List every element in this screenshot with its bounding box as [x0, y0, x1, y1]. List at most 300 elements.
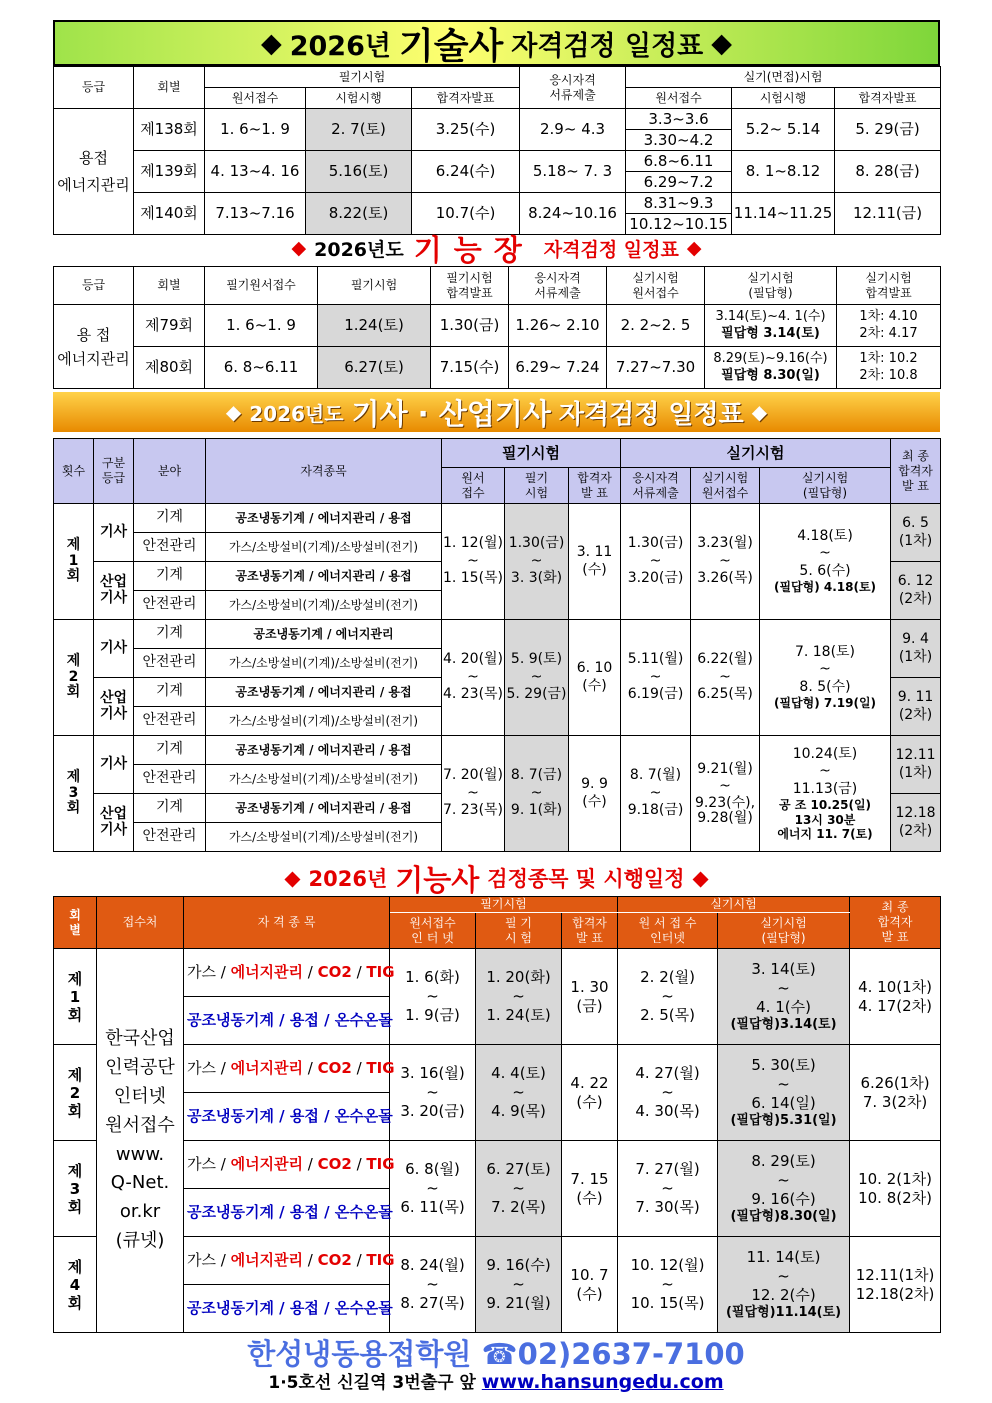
- header-written-apply: 필기원서접수: [205, 267, 318, 305]
- practical-apply-start: 9.21(월): [697, 760, 753, 777]
- header-final: 최 종 합격자 발 표: [850, 897, 941, 949]
- academy-location: [0, 1368, 992, 1393]
- item-text: /: [303, 1155, 318, 1174]
- items-group-a: [184, 1237, 395, 1285]
- final-result-2: 9. 11 (2차): [891, 678, 941, 736]
- docs-submit: 5.18~ 7. 3: [520, 151, 626, 193]
- practical-written-date: (필답형)11.14(토): [725, 1304, 842, 1320]
- practical-apply: 2. 2~2. 5: [607, 305, 705, 347]
- written-apply-end: 1. 9(금): [405, 1005, 460, 1024]
- field-mechanical: 기계: [134, 794, 206, 823]
- docs-end: 3.20(금): [627, 570, 684, 587]
- written-exam-end: 9. 1(화): [510, 802, 563, 819]
- practical-exam-start: 10.24(토): [792, 745, 858, 762]
- tilde: ~: [819, 763, 831, 780]
- items-mechanical: 공조냉동기계 / 에너지관리 / 용접: [206, 678, 442, 707]
- written-exam-start: 1.30(금): [508, 535, 565, 552]
- practical-apply-start: 7. 27(월): [635, 1160, 700, 1179]
- tilde: ~: [467, 552, 479, 569]
- docs-submit: 8.24~10.16: [520, 193, 626, 235]
- banner-title-main: 기능장: [413, 232, 534, 267]
- header-practical-exam: 실기시험 (필답형): [760, 468, 891, 504]
- tilde: ~: [777, 1075, 790, 1093]
- written-exam: 6.27(토): [318, 347, 431, 389]
- practical-apply-2: 10.12~10.15: [626, 214, 732, 235]
- tilde: ~: [512, 1275, 525, 1294]
- header-docs: 응시자격 서류제출: [520, 67, 626, 109]
- written-result: 3.25(수): [412, 109, 520, 151]
- item-text: /: [303, 1059, 318, 1078]
- items-group-b: 공조냉동기계 / 용접 / 온수온돌: [184, 1189, 390, 1237]
- tilde: ~: [426, 1083, 439, 1102]
- grade-cell: 용접 에너지관리: [54, 109, 134, 235]
- header-items: 자격종목: [206, 439, 442, 504]
- practical-written-date: (필답형)8.30(일): [730, 1208, 837, 1224]
- practical-exam-start: 5. 30(토): [751, 1056, 816, 1075]
- docs-start: 1.30(금): [627, 535, 684, 552]
- item-text: /: [351, 963, 367, 982]
- practical-apply-end: 2. 5(목): [640, 1005, 695, 1024]
- items-group-b: 공조냉동기계 / 용접 / 온수온돌: [184, 997, 390, 1045]
- practical-exam-end: 5. 6(수): [799, 562, 851, 579]
- header-round: 회별: [134, 67, 205, 109]
- written-result: 7.15(수): [431, 347, 509, 389]
- academy-contact: [0, 1332, 992, 1373]
- header-round: 회별: [134, 267, 205, 305]
- item-text: CO2: [317, 1155, 352, 1174]
- written-apply-end: 1. 15(목): [442, 570, 504, 587]
- written-apply-start: 6. 8(월): [405, 1160, 460, 1179]
- items-safety: 가스/소방설비(기계)/소방설비(전기): [206, 649, 442, 678]
- item-text: /: [303, 1251, 318, 1270]
- final-result-2: 12.18 (2차): [891, 794, 941, 852]
- item-text: TIG: [366, 963, 395, 982]
- header-grade: 등급: [54, 267, 134, 305]
- items-group-a: [184, 1045, 395, 1093]
- tilde: ~: [719, 552, 731, 569]
- items-safety: 가스/소방설비(기계)/소방설비(전기): [206, 707, 442, 736]
- diamond-icon: ◆: [260, 27, 282, 59]
- academy-name: 한성냉동용접학원: [247, 1337, 472, 1371]
- practical-written-date: (필답형)5.31(일): [730, 1112, 837, 1128]
- round-label: 제 2 회: [54, 620, 94, 736]
- header-exam: 시험시행: [306, 88, 412, 109]
- written-exam: 2. 7(토): [306, 109, 412, 151]
- header-written-apply: 원서 접수: [442, 468, 505, 504]
- banner-craftsman: [53, 860, 940, 896]
- banner-master-craftsman: [53, 232, 940, 267]
- written-apply: 7.13~7.16: [205, 193, 306, 235]
- practical-apply-end: 10. 15(목): [630, 1293, 705, 1312]
- written-result: 6. 10 (수): [569, 620, 621, 736]
- items-mechanical: 공조냉동기계 / 에너지관리: [206, 620, 442, 649]
- item-text: 가스 /: [187, 1251, 231, 1270]
- practical-apply-start: 3.23(월): [697, 535, 753, 552]
- round-cell: 제138회: [134, 109, 205, 151]
- tilde: ~: [819, 661, 831, 678]
- final-result-1: 6. 5 (1차): [891, 504, 941, 562]
- items-group-a: [184, 1141, 395, 1189]
- header-class: 구분 등급: [94, 439, 134, 504]
- practical-exam-end: 6. 14(일): [751, 1093, 816, 1112]
- practical-apply-start: 10. 12(월): [630, 1256, 705, 1275]
- header-items: 자 격 종 목: [184, 897, 390, 949]
- written-exam: 1.24(토): [318, 305, 431, 347]
- written-result: 9. 9 (수): [569, 736, 621, 852]
- tilde: ~: [530, 784, 543, 801]
- written-result: 3. 11 (수): [569, 504, 621, 620]
- header-office: 접수처: [97, 897, 184, 949]
- round-cell: 제79회: [134, 305, 205, 347]
- practical-written-date: 필답형 3.14(토): [721, 325, 820, 341]
- field-mechanical: 기계: [134, 504, 206, 533]
- tilde: ~: [530, 668, 543, 685]
- tilde: ~: [512, 1179, 525, 1198]
- tilde: ~: [661, 1275, 674, 1294]
- written-exam: 8.22(토): [306, 193, 412, 235]
- practical-exam: 8. 1~8.12: [732, 151, 835, 193]
- field-mechanical: 기계: [134, 678, 206, 707]
- grade-cell: 용 접 에너지관리: [54, 305, 134, 389]
- round-cell: 제139회: [134, 151, 205, 193]
- header-practical-apply: 실기시험 원서접수: [607, 267, 705, 305]
- items-safety: 가스/소방설비(기계)/소방설비(전기): [206, 591, 442, 620]
- written-apply-end: 8. 27(목): [400, 1293, 465, 1312]
- written-exam: 5.16(토): [306, 151, 412, 193]
- items-group-b: 공조냉동기계 / 용접 / 온수온돌: [184, 1093, 390, 1141]
- tilde: ~: [426, 987, 439, 1006]
- written-exam-start: 8. 7(금): [510, 767, 563, 784]
- office-cell: 한국산업 인력공단 인터넷 원서접수 www. Q-Net. or.kr (큐넷): [97, 949, 184, 1333]
- class-engineer: 기사: [94, 620, 134, 678]
- written-apply-end: 6. 11(목): [400, 1197, 465, 1216]
- written-apply: 4. 13~4. 16: [205, 151, 306, 193]
- items-group-a: [184, 949, 395, 997]
- field-safety: 안전관리: [134, 533, 206, 562]
- written-apply-start: 7. 20(월): [442, 767, 504, 784]
- items-safety: 가스/소방설비(기계)/소방설비(전기): [206, 823, 442, 852]
- tilde: ~: [719, 778, 731, 795]
- written-result: 10. 7 (수): [562, 1237, 618, 1333]
- class-industrial-engineer: 산업 기사: [94, 678, 134, 736]
- written-exam-start: 1. 20(화): [486, 968, 551, 987]
- header-practical: 실기시험: [618, 897, 850, 913]
- docs-submit: 1.26~ 2.10: [509, 305, 607, 347]
- items-mechanical: 공조냉동기계 / 에너지관리 / 용접: [206, 504, 442, 533]
- round-label: 제 3 회: [54, 736, 94, 852]
- written-result: 1. 30 (금): [562, 949, 618, 1045]
- header-field: 분야: [134, 439, 206, 504]
- class-engineer: 기사: [94, 736, 134, 794]
- header-result: 합격자발표: [835, 88, 941, 109]
- item-text: /: [351, 1155, 367, 1174]
- practical-exam-end: 8. 5(수): [799, 678, 851, 695]
- final-result-2: 7. 3(2차): [862, 1092, 928, 1111]
- diamond-icon: ◆: [711, 27, 733, 59]
- banner-engineer: [53, 392, 940, 432]
- header-practical-apply: 실기시험 원서접수: [691, 468, 760, 504]
- practical-result-2: 2차: 4.17: [859, 325, 918, 341]
- written-apply-end: 4. 23(목): [442, 686, 504, 703]
- header-written: 필기시험: [205, 67, 520, 88]
- docs-end: 6.19(금): [627, 686, 684, 703]
- location-text: 1·5호선 신길역 3번출구 앞: [268, 1373, 476, 1393]
- field-mechanical: 기계: [134, 620, 206, 649]
- item-text: 에너지관리: [230, 1251, 304, 1270]
- practical-exam-start: 7. 18(토): [794, 643, 856, 660]
- written-result: 10.7(수): [412, 193, 520, 235]
- header-apply: 원서접수: [205, 88, 306, 109]
- written-exam-end: 4. 9(목): [491, 1101, 546, 1120]
- item-text: 에너지관리: [230, 963, 304, 982]
- written-exam-end: 7. 2(목): [491, 1197, 546, 1216]
- phone-number[interactable]: 02)2637-7100: [517, 1337, 745, 1371]
- website-link[interactable]: www.hansungedu.com: [481, 1371, 724, 1393]
- item-text: TIG: [366, 1155, 395, 1174]
- practical-apply: 7.27~7.30: [607, 347, 705, 389]
- practical-exam: 8.29(토)~9.16(수): [713, 351, 828, 367]
- practical-exam: 3.14(토)~4. 1(수): [715, 309, 826, 325]
- item-text: 가스 /: [187, 1059, 231, 1078]
- written-exam-end: 5. 29(금): [506, 686, 567, 703]
- written-apply-start: 8. 24(월): [400, 1256, 465, 1275]
- practical-apply-1: 3.3~3.6: [626, 109, 732, 130]
- tilde: ~: [661, 1179, 674, 1198]
- practical-exam-end: 4. 1(수): [756, 997, 811, 1016]
- field-safety: 안전관리: [134, 707, 206, 736]
- practical-apply-end: 6.25(목): [697, 686, 753, 703]
- banner-title-sub: 검정종목 및 시행일정: [487, 867, 685, 891]
- final-result-2: 4. 17(2차): [858, 996, 932, 1015]
- written-exam-start: 6. 27(토): [486, 1160, 551, 1179]
- header-written: 필기시험: [442, 439, 621, 468]
- practical-apply-end: 9.23(수), 9.28(월): [694, 794, 756, 826]
- final-result-1: 6.26(1차): [860, 1073, 930, 1092]
- tilde: ~: [530, 552, 543, 569]
- diamond-icon: ◆: [284, 866, 301, 890]
- header-apply: 원서접수: [626, 88, 732, 109]
- diamond-icon: ◆: [291, 237, 307, 259]
- engineer-table: [53, 438, 941, 852]
- final-result-1: 4. 10(1차): [858, 977, 932, 996]
- practical-written-date: (필답형) 4.18(토): [773, 580, 877, 595]
- item-text: 에너지관리: [230, 1059, 304, 1078]
- practical-exam-end: 12. 2(수): [751, 1285, 816, 1304]
- round-label: 제 2 회: [54, 1045, 97, 1141]
- written-apply: 6. 8~6.11: [205, 347, 318, 389]
- practical-result-1: 1차: 10.2: [859, 351, 918, 367]
- banner-year: 2026년도: [249, 401, 344, 426]
- practical-apply-end: 3.26(목): [697, 570, 753, 587]
- field-safety: 안전관리: [134, 649, 206, 678]
- round-label: 제 3 회: [54, 1141, 97, 1237]
- written-exam-start: 5. 9(토): [510, 651, 563, 668]
- banner-year: 2026년: [308, 867, 388, 891]
- tilde: ~: [467, 784, 479, 801]
- header-written-result: 합격자 발 표: [562, 913, 618, 949]
- tilde: ~: [512, 1083, 525, 1102]
- written-apply-end: 3. 20(금): [400, 1101, 465, 1120]
- professional-engineer-table: [53, 66, 941, 235]
- tilde: ~: [649, 552, 662, 569]
- tilde: ~: [649, 784, 662, 801]
- master-craftsman-table: [53, 266, 941, 389]
- header-written-exam: 필 기 시 험: [476, 913, 562, 949]
- tilde: ~: [467, 668, 479, 685]
- docs-submit: 2.9~ 4.3: [520, 109, 626, 151]
- tilde: ~: [649, 668, 662, 685]
- items-safety: 가스/소방설비(기계)/소방설비(전기): [206, 533, 442, 562]
- diamond-icon: ◆: [225, 400, 242, 424]
- practical-apply-2: 6.29~7.2: [626, 172, 732, 193]
- round-label: 제 1 회: [54, 504, 94, 620]
- practical-exam-start: 8. 29(토): [751, 1152, 816, 1171]
- item-text: CO2: [317, 1251, 352, 1270]
- header-result: 합격자발표: [412, 88, 520, 109]
- practical-written-date: 공 조 10.25(일) 13시 30분 에너지 11. 7(토): [777, 798, 873, 841]
- round-label: 제 4 회: [54, 1237, 97, 1333]
- header-grade: 등급: [54, 67, 134, 109]
- diamond-icon: ◆: [751, 400, 768, 424]
- written-exam-start: 9. 16(수): [486, 1256, 551, 1275]
- tilde: ~: [661, 1083, 674, 1102]
- header-round: 횟수: [54, 439, 94, 504]
- tilde: ~: [819, 545, 831, 562]
- written-exam-end: 9. 21(월): [486, 1293, 551, 1312]
- class-industrial-engineer: 산업 기사: [94, 794, 134, 852]
- practical-exam-end: 11.13(금): [792, 780, 858, 797]
- banner-year: 2026년: [289, 30, 391, 62]
- header-final: 최 종 합격자 발 표: [891, 439, 941, 504]
- practical-result: 12.11(금): [835, 193, 941, 235]
- tilde: ~: [426, 1179, 439, 1198]
- final-result-1: 12.11(1차): [855, 1265, 935, 1284]
- practical-result: 5. 29(금): [835, 109, 941, 151]
- items-group-b: 공조냉동기계 / 용접 / 온수온돌: [184, 1285, 390, 1333]
- field-mechanical: 기계: [134, 562, 206, 591]
- written-apply-start: 3. 16(월): [400, 1064, 465, 1083]
- header-written-apply: 원서접수 인 터 넷: [390, 913, 476, 949]
- written-result: 6.24(수): [412, 151, 520, 193]
- header-written-exam: 필기시험: [318, 267, 431, 305]
- class-industrial-engineer: 산업 기사: [94, 562, 134, 620]
- written-apply-start: 4. 20(월): [442, 651, 504, 668]
- docs-start: 8. 7(월): [629, 767, 682, 784]
- header-practical: 실기시험: [621, 439, 891, 468]
- item-text: 가스 /: [187, 1155, 231, 1174]
- practical-result: 8. 28(금): [835, 151, 941, 193]
- tilde: ~: [512, 987, 525, 1006]
- banner-title-sub: 자격검정 일정표: [511, 30, 704, 62]
- docs-end: 9.18(금): [627, 802, 684, 819]
- practical-apply-1: 6.8~6.11: [626, 151, 732, 172]
- docs-start: 5.11(월): [627, 651, 684, 668]
- practical-exam: 11.14~11.25: [732, 193, 835, 235]
- header-practical-apply: 원 서 접 수 인터넷: [618, 913, 718, 949]
- final-result-2: 12.18(2차): [855, 1284, 935, 1303]
- round-label: 제 1 회: [54, 949, 97, 1045]
- items-mechanical: 공조냉동기계 / 에너지관리 / 용접: [206, 794, 442, 823]
- field-safety: 안전관리: [134, 591, 206, 620]
- practical-apply-2: 3.30~4.2: [626, 130, 732, 151]
- tilde: ~: [661, 987, 674, 1006]
- final-result-1: 12.11 (1차): [891, 736, 941, 794]
- written-apply-start: 1. 6(화): [405, 968, 460, 987]
- practical-apply-start: 2. 2(월): [640, 968, 695, 987]
- written-apply-end: 7. 23(목): [442, 802, 504, 819]
- practical-result-1: 1차: 4.10: [859, 309, 918, 325]
- item-text: 에너지관리: [230, 1155, 304, 1174]
- item-text: /: [303, 963, 318, 982]
- item-text: CO2: [317, 963, 352, 982]
- tilde: ~: [777, 1171, 790, 1189]
- item-text: TIG: [366, 1251, 395, 1270]
- final-result-2: 10. 8(2차): [858, 1188, 932, 1207]
- written-exam-start: 4. 4(토): [491, 1064, 546, 1083]
- items-mechanical: 공조냉동기계 / 에너지관리 / 용접: [206, 562, 442, 591]
- field-safety: 안전관리: [134, 823, 206, 852]
- banner-year: 2026년도: [314, 238, 404, 261]
- tilde: ~: [426, 1275, 439, 1294]
- field-mechanical: 기계: [134, 736, 206, 765]
- item-text: TIG: [366, 1059, 395, 1078]
- practical-written-date: (필답형)3.14(토): [730, 1016, 837, 1032]
- practical-exam-start: 3. 14(토): [751, 960, 816, 979]
- phone-icon: ☎: [481, 1337, 518, 1371]
- header-exam: 시험시행: [732, 88, 835, 109]
- diamond-icon: ◆: [686, 237, 702, 259]
- banner-title-main: 기능사: [395, 862, 480, 897]
- diamond-icon: ◆: [692, 866, 709, 890]
- banner-title-main: 기술사: [398, 25, 504, 67]
- round-cell: 제140회: [134, 193, 205, 235]
- practical-written-date: 필답형 8.30(일): [721, 367, 820, 383]
- header-practical-exam: 실기시험 (필답형): [718, 913, 850, 949]
- header-docs: 응시자격 서류제출: [509, 267, 607, 305]
- header-written-result: 필기시험 합격발표: [431, 267, 509, 305]
- items-safety: 가스/소방설비(기계)/소방설비(전기): [206, 765, 442, 794]
- practical-exam-end: 9. 16(수): [751, 1189, 816, 1208]
- practical-apply-1: 8.31~9.3: [626, 193, 732, 214]
- header-practical: 실기(면접)시험: [626, 67, 941, 88]
- craftsman-table: [53, 896, 941, 1333]
- items-mechanical: 공조냉동기계 / 에너지관리 / 용접: [206, 736, 442, 765]
- class-engineer: 기사: [94, 504, 134, 562]
- header-written-result: 합격자 발 표: [569, 468, 621, 504]
- practical-exam-start: 4.18(토): [797, 527, 853, 544]
- item-text: /: [351, 1251, 367, 1270]
- item-text: 가스 /: [187, 963, 231, 982]
- header-written: 필기시험: [390, 897, 618, 913]
- practical-apply-start: 4. 27(월): [635, 1064, 700, 1083]
- written-exam-end: 1. 24(토): [486, 1005, 551, 1024]
- practical-exam: 5.2~ 5.14: [732, 109, 835, 151]
- round-cell: 제80회: [134, 347, 205, 389]
- final-result-1: 10. 2(1차): [858, 1169, 932, 1188]
- item-text: CO2: [317, 1059, 352, 1078]
- banner-professional-engineer: [53, 20, 940, 66]
- tilde: ~: [777, 979, 790, 997]
- practical-written-date: (필답형) 7.19(일): [773, 696, 877, 711]
- header-round: 회 별: [54, 897, 97, 949]
- written-result: 4. 22 (수): [562, 1045, 618, 1141]
- practical-result-2: 2차: 10.8: [859, 367, 918, 383]
- written-apply: 1. 6~1. 9: [205, 305, 318, 347]
- banner-title-main: 기사 · 산업기사: [351, 396, 551, 431]
- banner-title-sub: 자격검정 일정표: [558, 399, 744, 430]
- practical-apply-end: 7. 30(목): [635, 1197, 700, 1216]
- banner-title-sub: 자격검정 일정표: [543, 238, 679, 261]
